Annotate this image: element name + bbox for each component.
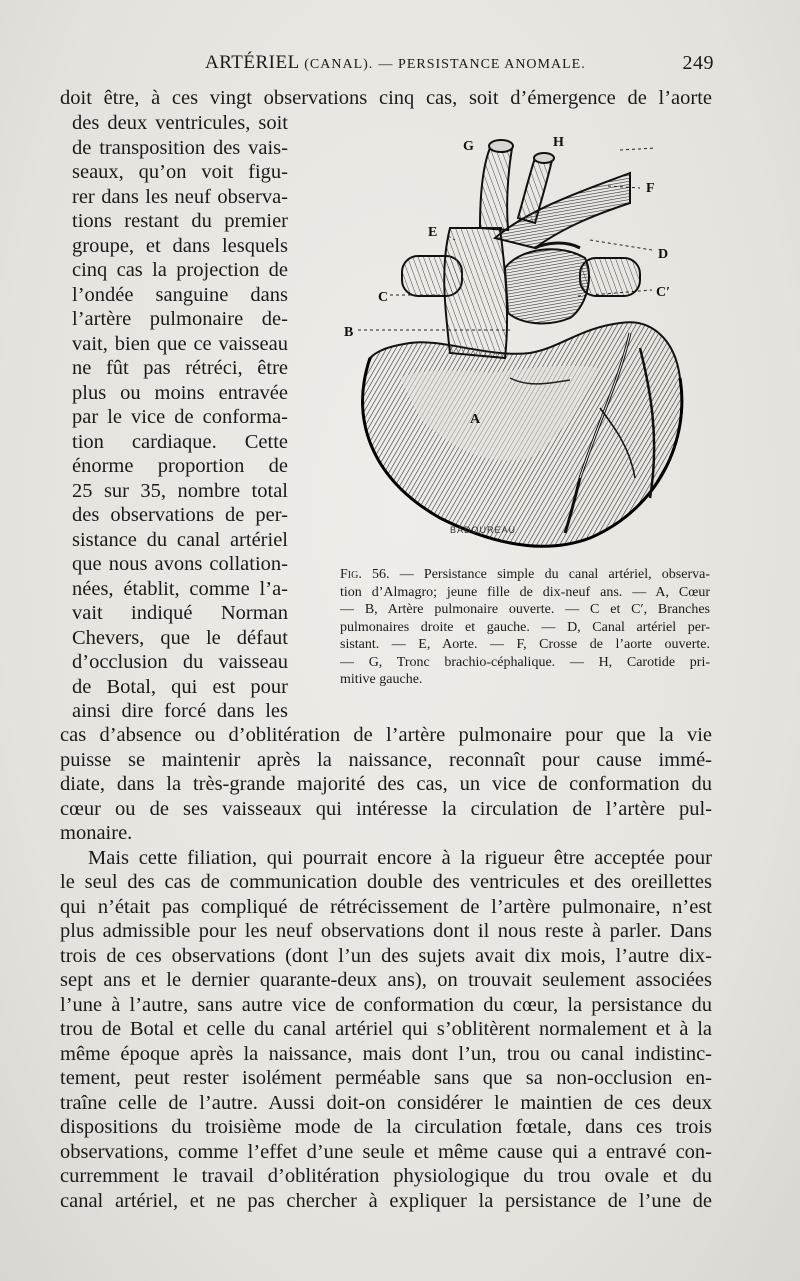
text-line: cas d’absence ou d’oblitération de l’artère pulmonaire pour que la vie xyxy=(60,724,712,746)
text-line: canal artériel, et ne pas chercher à expliquer la persistance de l’une de xyxy=(60,1189,712,1212)
text-line: tion cardiaque. Cette xyxy=(72,430,288,453)
caption-line: pulmonaires droite et gauche. — D, Canal artériel per- xyxy=(340,619,710,635)
heart-figure xyxy=(330,118,730,558)
caption-line xyxy=(340,566,710,584)
running-head xyxy=(70,52,720,78)
text-line: nées, établit, comme l’a- xyxy=(72,577,288,600)
text-line: groupe, et dans lesquels xyxy=(72,234,288,257)
caption-text: — Persistance simple du canal artériel, observa- xyxy=(399,567,710,582)
label-b: B xyxy=(344,325,354,340)
text-line: diate, dans la très-grande majorité des cas, un vice de conformation du xyxy=(60,773,712,795)
heart-illustration xyxy=(330,118,730,558)
text-line: curremment le travail d’oblitération physiologique du trou ovale et du xyxy=(60,1165,712,1187)
label-c-prime: C′ xyxy=(656,285,671,300)
text-line: cinq cas la projection de xyxy=(72,259,288,281)
text-line: trois de ces observations (dont l’un des sujets avait dix mois, l’autre dix- xyxy=(60,944,712,967)
text-line: cœur ou de ses vaisseaux qui intéresse la circulation de l’artère pul- xyxy=(60,797,712,820)
caption-line: — B, Artère pulmonaire ouverte. — C et C′, Branches xyxy=(340,602,710,617)
text-line: plus ou moins entravée xyxy=(72,381,288,404)
label-g: G xyxy=(463,139,474,154)
text-line: Mais cette filiation, qui pourrait encore à la rigueur être acceptée pour xyxy=(88,846,712,869)
text-line: vait indiqué Norman xyxy=(72,602,288,624)
label-f: F xyxy=(646,181,655,196)
text-line: 25 sur 35, nombre total xyxy=(72,479,288,502)
text-line: l’artère pulmonaire de- xyxy=(72,308,288,330)
title-paren: (CANAL). xyxy=(304,57,374,72)
text-line: sept ans et le dernier quarante-deux ans), on trouvait seulement associées xyxy=(60,969,712,991)
text-line: même époque après la naissance, mais dont l’un, trou ou canal indistinc- xyxy=(60,1042,712,1065)
text-line: trou de Botal et celle du canal artériel qui s’oblitèrent normalement et à la xyxy=(60,1018,712,1040)
ductus-arteriosus xyxy=(535,243,580,248)
caption-line: tion d’Almagro; jeune fille de dix-neuf ans. — A, Cœur xyxy=(340,584,710,600)
title-rest: — PERSISTANCE ANOMALE. xyxy=(378,57,586,72)
text-line: le seul des cas de communication double des ventricules et des oreillettes xyxy=(60,871,712,893)
text-line: tions restant du premier xyxy=(72,210,288,232)
label-a: A xyxy=(470,412,481,427)
text-line: doit être, à ces vingt observations cinq cas, soit d’émergence de l’aorte xyxy=(60,87,712,109)
text-line: des observations de per- xyxy=(72,504,288,526)
text-line: d’occlusion du vaisseau xyxy=(72,651,288,673)
title-main: ARTÉRIEL xyxy=(205,52,299,73)
text-line: de transposition des vais- xyxy=(72,136,288,159)
caption-line: — G, Tronc brachio-céphalique. — H, Carotide pri- xyxy=(340,654,710,670)
text-line: rer dans les neuf observa- xyxy=(72,185,288,208)
text-line: tement, peut rester isolément perméable sans que sa non-occlusion en- xyxy=(60,1067,712,1089)
text-line: que nous avons collation- xyxy=(72,553,288,575)
text-line: monaire. xyxy=(60,822,133,844)
figure-caption xyxy=(340,566,710,689)
aorta xyxy=(444,228,507,358)
figure-label: Fig. 56. xyxy=(340,567,390,582)
label-h: H xyxy=(553,135,564,150)
text-line: vait, bien que ce vaisseau xyxy=(72,332,288,355)
text-line: qui n’était pas compliqué de rétrécissement de l’artère pulmonaire, n’est xyxy=(60,895,712,918)
pulmonary-artery xyxy=(505,249,589,323)
text-line: plus admissible pour les neuf observations dont il nous reste à parler. Dans xyxy=(60,920,712,942)
text-line: observations, comme l’effet d’une seule et même cause qui a entravé con- xyxy=(60,1140,712,1163)
text-line: ainsi dire forcé dans les xyxy=(72,700,288,722)
text-line: l’une à l’autre, sans autre vice de conformation du cœur, la persistance du xyxy=(60,993,712,1016)
brachiocephalic-trunk xyxy=(480,148,512,230)
text-line: dispositions du troisième mode de la circulation fœtale, dans ces trois xyxy=(60,1116,712,1138)
aortic-arch xyxy=(495,173,630,248)
label-e: E xyxy=(428,225,438,240)
text-line: énorme proportion de xyxy=(72,455,288,477)
engraver-signature: BADOUREAU xyxy=(450,525,517,535)
text-line: par le vice de conforma- xyxy=(72,406,288,428)
text-line: ne fût pas rétréci, être xyxy=(72,357,288,379)
text-line: l’ondée sanguine dans xyxy=(72,283,288,306)
label-d: D xyxy=(658,247,669,262)
text-line: des deux ventricules, soit xyxy=(72,112,288,134)
label-c: C xyxy=(378,290,389,305)
text-line: de Botal, qui est pour xyxy=(72,675,288,698)
caption-line: sistant. — E, Aorte. — F, Crosse de l’aorte ouverte. xyxy=(340,637,710,652)
text-line: Chevers, que le défaut xyxy=(72,626,288,649)
page-number: 249 xyxy=(682,52,714,74)
text-line: puisse se maintenir après la naissance, reconnaît pour cause immé- xyxy=(60,748,712,771)
caption-line: mitive gauche. xyxy=(340,672,423,687)
running-head-title xyxy=(205,52,586,74)
text-line: sistance du canal artériel xyxy=(72,528,288,551)
text-line: seaux, qu’on voit figu- xyxy=(72,161,288,183)
text-line: traîne celle de l’autre. Aussi doit-on considérer le maintien de ces deux xyxy=(60,1091,712,1114)
